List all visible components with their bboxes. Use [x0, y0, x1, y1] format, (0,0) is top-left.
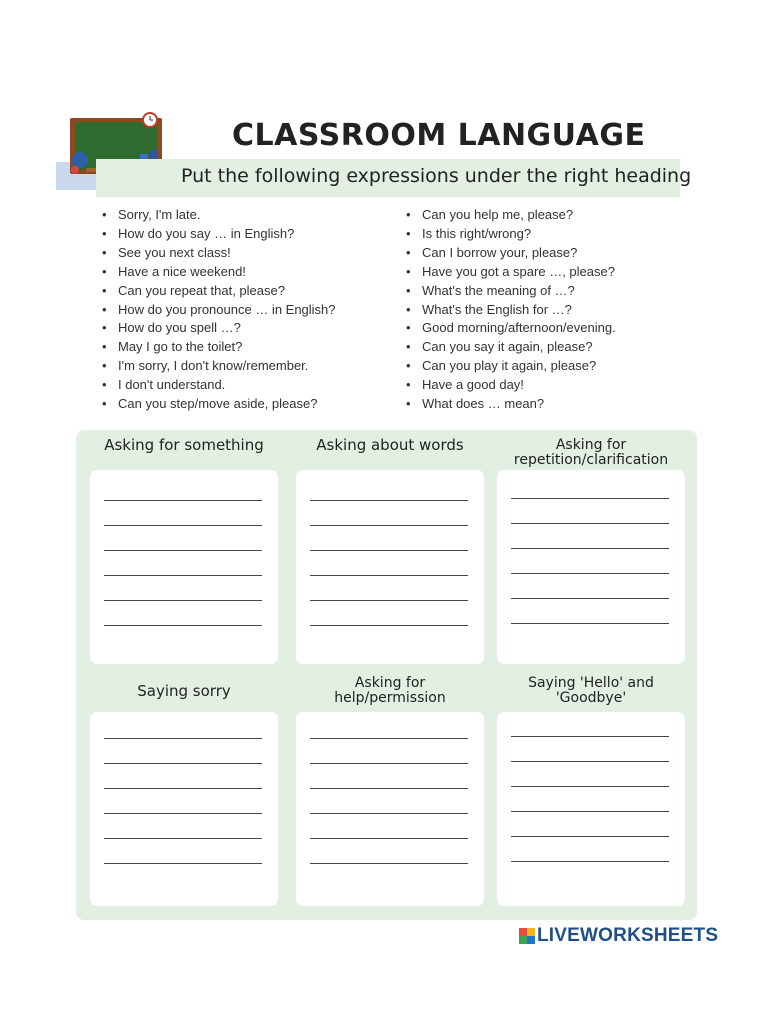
expression-item: • Sorry, I'm late.	[102, 206, 336, 225]
answer-blank-line[interactable]	[310, 625, 468, 626]
answer-blank-line[interactable]	[104, 763, 262, 764]
category-heading-line: Saying 'Hello' and	[528, 675, 654, 691]
answer-blank-line[interactable]	[310, 863, 468, 864]
expression-item: • Is this right/wrong?	[406, 225, 616, 244]
expression-item: • Can you play it again, please?	[406, 357, 616, 376]
answer-blank-line[interactable]	[310, 525, 468, 526]
expression-item: • Have a good day!	[406, 376, 616, 395]
answer-blank-line[interactable]	[511, 523, 669, 524]
answer-blank-line[interactable]	[104, 525, 262, 526]
category-heading-line: repetition/clarification	[513, 452, 669, 468]
expression-item: • Have you got a spare …, please?	[406, 263, 616, 282]
expression-item: • Have a nice weekend!	[102, 263, 336, 282]
answer-blank-line[interactable]	[104, 550, 262, 551]
answer-box-asking-for-something	[90, 470, 278, 664]
expression-item: • How do you say … in English?	[102, 225, 336, 244]
answer-blank-line[interactable]	[511, 548, 669, 549]
category-heading-asking-for-help	[296, 676, 484, 706]
answer-blank-line[interactable]	[511, 623, 669, 624]
expression-item: • How do you pronounce … in English?	[102, 301, 336, 320]
expression-item: • How do you spell …?	[102, 319, 336, 338]
category-heading-line: Asking about words	[316, 436, 464, 454]
answer-blank-line[interactable]	[310, 500, 468, 501]
answer-blank-line[interactable]	[310, 550, 468, 551]
expression-item: • Can you step/move aside, please?	[102, 395, 336, 414]
answer-blank-line[interactable]	[310, 763, 468, 764]
expression-item: • Can you help me, please?	[406, 206, 616, 225]
expression-item: • I don't understand.	[102, 376, 336, 395]
answer-blank-line[interactable]	[310, 788, 468, 789]
answer-box-saying-sorry	[90, 712, 278, 906]
expression-item: • Can you repeat that, please?	[102, 282, 336, 301]
answer-box-asking-for-help	[296, 712, 484, 906]
category-heading-asking-for-repetition	[497, 438, 685, 468]
answer-box-asking-about-words	[296, 470, 484, 664]
answer-box-asking-for-repetition	[497, 470, 685, 664]
answer-blank-line[interactable]	[104, 863, 262, 864]
worksheet-title: CLASSROOM LANGUAGE	[232, 118, 646, 153]
category-heading-line: Saying sorry	[137, 682, 231, 700]
expression-item: • What's the meaning of …?	[406, 282, 616, 301]
category-heading-line: Asking for something	[104, 436, 264, 454]
answer-blank-line[interactable]	[104, 500, 262, 501]
answer-blank-line[interactable]	[104, 575, 262, 576]
answer-blank-line[interactable]	[310, 738, 468, 739]
answer-blank-line[interactable]	[104, 838, 262, 839]
category-heading-asking-about-words	[296, 438, 484, 453]
answer-blank-line[interactable]	[511, 761, 669, 762]
answer-blank-line[interactable]	[310, 600, 468, 601]
answer-blank-line[interactable]	[511, 836, 669, 837]
answer-blank-line[interactable]	[511, 498, 669, 499]
category-heading-saying-hello-goodbye	[497, 676, 685, 706]
expression-item: • What does … mean?	[406, 395, 616, 414]
category-heading-saying-sorry	[90, 684, 278, 699]
answer-blank-line[interactable]	[310, 575, 468, 576]
logo-text: LIVEWORKSHEETS	[537, 925, 719, 946]
instruction-text: Put the following expressions under the right heading	[181, 165, 692, 187]
expression-item: • Can I borrow your, please?	[406, 244, 616, 263]
answer-blank-line[interactable]	[511, 811, 669, 812]
answer-blank-line[interactable]	[511, 861, 669, 862]
answer-blank-line[interactable]	[511, 598, 669, 599]
answer-box-saying-hello-goodbye	[497, 712, 685, 906]
expression-item: • May I go to the toilet?	[102, 338, 336, 357]
answer-blank-line[interactable]	[511, 786, 669, 787]
answer-blank-line[interactable]	[511, 736, 669, 737]
expression-item: • See you next class!	[102, 244, 336, 263]
expression-item: • Good morning/afternoon/evening.	[406, 319, 616, 338]
logo-mark-icon	[519, 928, 535, 944]
category-heading-line: Asking for	[555, 437, 627, 453]
liveworksheets-logo	[519, 926, 718, 946]
answer-blank-line[interactable]	[104, 738, 262, 739]
answer-blank-line[interactable]	[104, 600, 262, 601]
expressions-list-left	[102, 206, 336, 414]
category-heading-line: Asking for	[354, 675, 426, 691]
expression-item: • What's the English for …?	[406, 301, 616, 320]
answer-blank-line[interactable]	[310, 838, 468, 839]
category-heading-line: help/permission	[334, 690, 446, 706]
answer-blank-line[interactable]	[104, 788, 262, 789]
expression-item: • I'm sorry, I don't know/remember.	[102, 357, 336, 376]
answer-blank-line[interactable]	[104, 813, 262, 814]
category-heading-asking-for-something	[90, 438, 278, 453]
expression-item: • Can you say it again, please?	[406, 338, 616, 357]
answer-blank-line[interactable]	[104, 625, 262, 626]
expressions-list-right	[406, 206, 616, 414]
answer-blank-line[interactable]	[511, 573, 669, 574]
category-heading-line: 'Goodbye'	[555, 690, 627, 706]
answer-blank-line[interactable]	[310, 813, 468, 814]
